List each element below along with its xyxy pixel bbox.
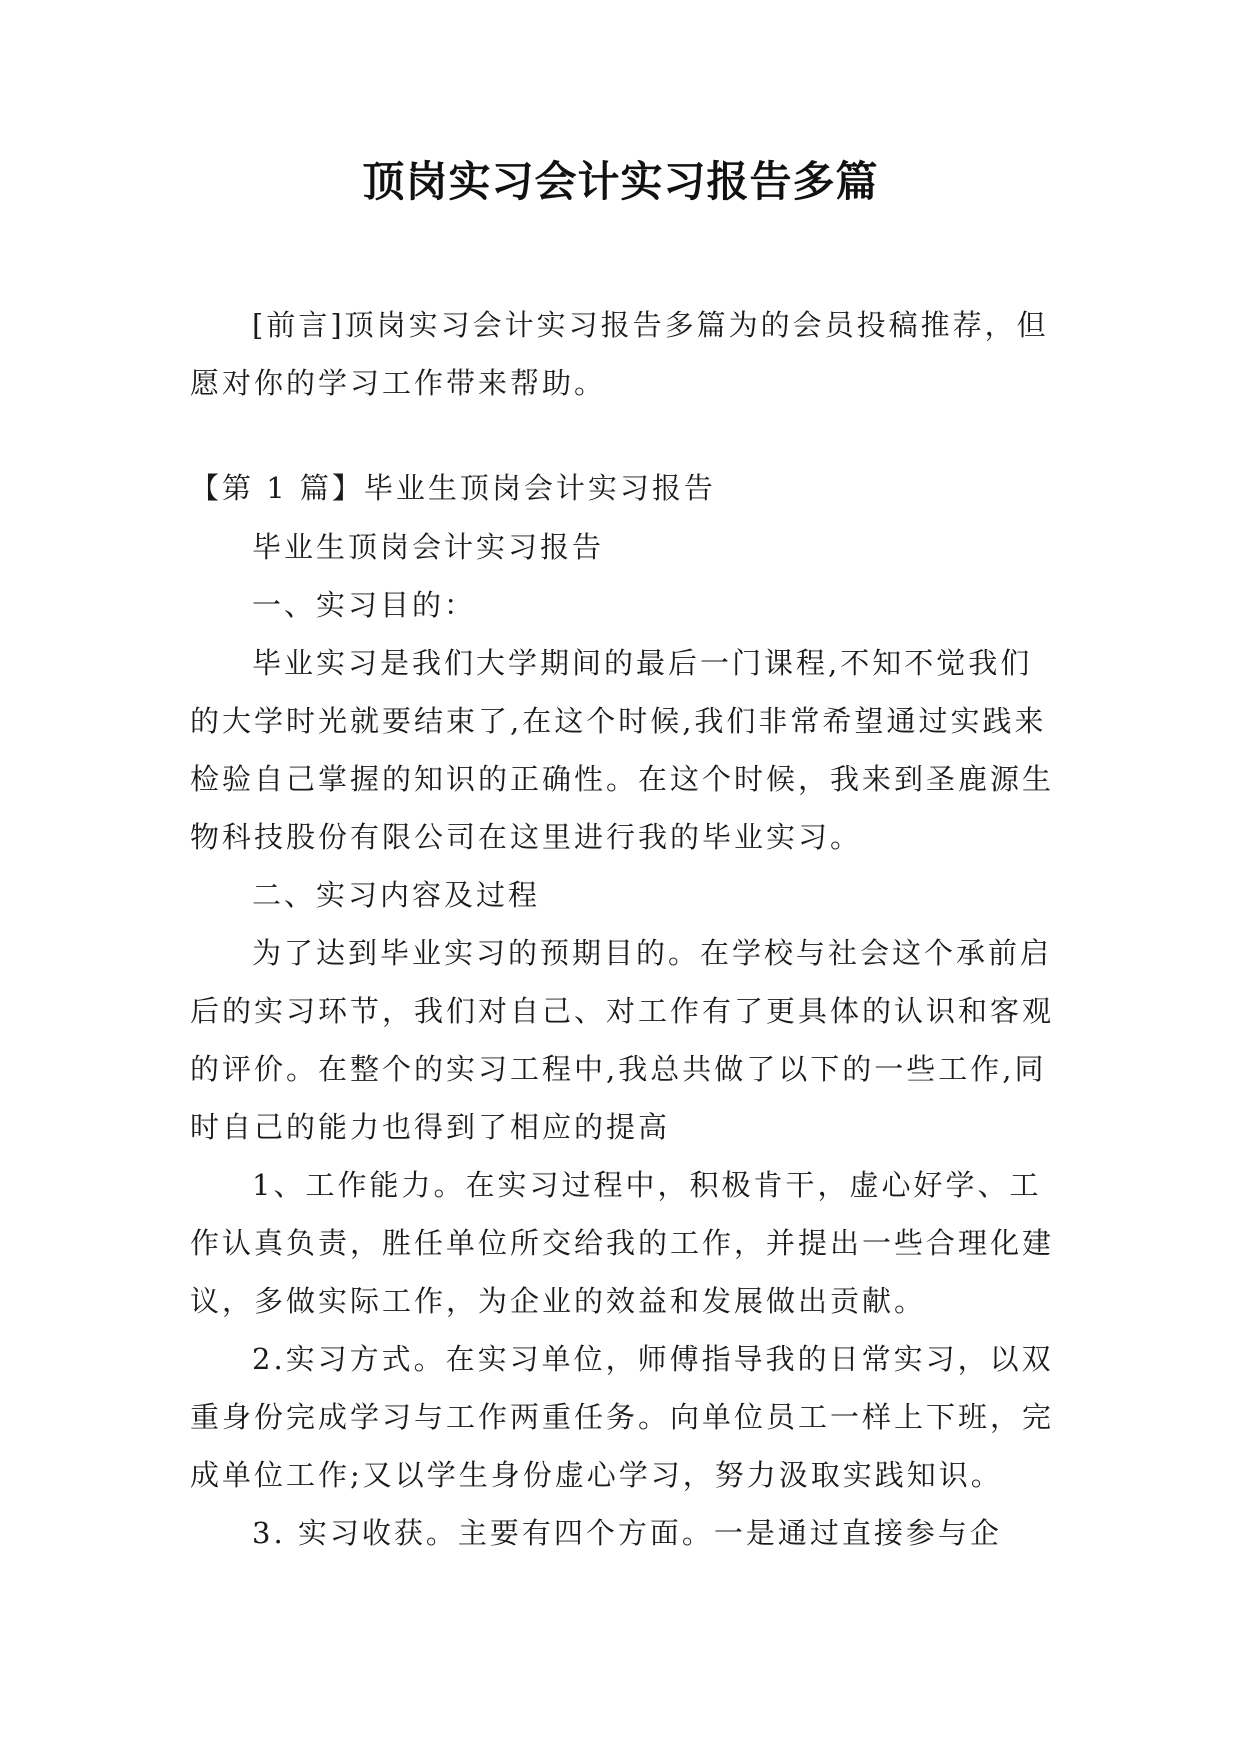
article-subtitle: 毕业生顶岗会计实习报告: [252, 530, 605, 564]
paragraph-content: 为了达到毕业实习的预期目的。在学校与社会这个承前启后的实习环节，我们对自己、对工作有了更具体的认识和客观的评价。在整个的实习工程中,我总共做了以下的一些工作,同时自己的能力也得到了相应的提高: [190, 936, 1055, 1144]
paragraph-internship-mode: 2.实习方式。在实习单位，师傅指导我的日常实习，以双重身份完成学习与工作两重任务。向单位员工一样上下班，完成单位工作;又以学生身份虚心学习，努力汲取实践知识。: [190, 1342, 1055, 1492]
preface-paragraph: [前言]顶岗实习会计实习报告多篇为的会员投稿推荐，但愿对你的学习工作带来帮助。: [190, 308, 1049, 400]
paragraph-work-ability: 1、工作能力。在实习过程中，积极肯干，虚心好学、工作认真负责，胜任单位所交给我的工作，并提出一些合理化建议，多做实际工作，为企业的效益和发展做出贡献。: [190, 1168, 1055, 1318]
article-body: [190, 518, 1060, 1562]
document-title: 顶岗实习会计实习报告多篇: [362, 157, 879, 206]
paragraph-internship-gains: 3. 实习收获。主要有四个方面。一是通过直接参与企: [252, 1516, 1002, 1550]
section-heading-purpose: 一、实习目的：: [252, 588, 477, 622]
section-heading-content: 二、实习内容及过程: [252, 878, 541, 912]
article-heading: 【第 1 篇】毕业生顶岗会计实习报告: [190, 471, 716, 505]
paragraph-purpose: 毕业实习是我们大学期间的最后一门课程,不知不觉我们的大学时光就要结束了,在这个时候,我们非常希望通过实践来检验自己掌握的知识的正确性。在这个时候，我来到圣鹿源生物科技股份有限公司在这里进行我的毕业实习。: [190, 646, 1055, 854]
